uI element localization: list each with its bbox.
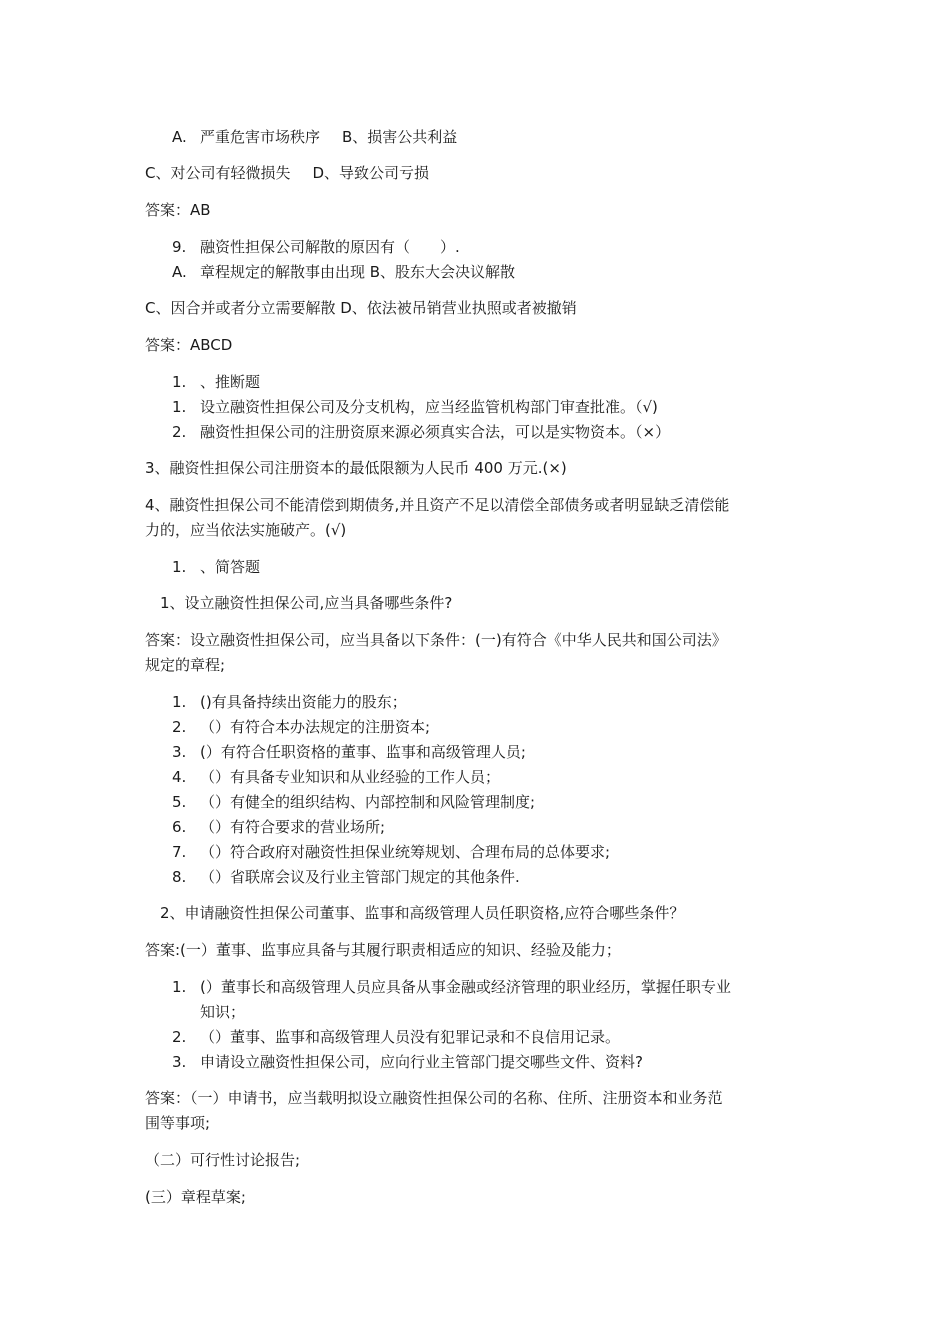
question-item [172, 236, 460, 258]
item-text: （）省联席会议及行业主管部门规定的其他条件. [200, 868, 520, 886]
answer-line: 答案：ABCD [145, 336, 233, 354]
judgment-item: 3、融资性担保公司注册资本的最低限额为人民币 400 万元.(×) [145, 459, 567, 477]
answer-line-continued: 规定的章程; [145, 656, 226, 674]
list-number: 1. [172, 978, 187, 996]
answer-line: 答案：（一）申请书，应当载明拟设立融资性担保公司的名称、住所、注册资本和业务范 [145, 1089, 723, 1107]
item-text: ()有具备持续出资能力的股东； [200, 693, 407, 711]
list-number: 3. [172, 1053, 187, 1071]
option-text: 严重危害市场秩序 [200, 128, 321, 146]
list-number: 1. [172, 373, 187, 391]
option-line-cd [145, 162, 429, 184]
item-text: (）有符合任职资格的董事、监事和高级管理人员; [200, 743, 526, 761]
list-item [172, 766, 500, 788]
list-item [172, 1051, 643, 1073]
list-item [172, 1026, 620, 1048]
item-text: 融资性担保公司的注册资原来源必须真实合法，可以是实物资本。（×） [200, 423, 671, 441]
judgment-item [172, 396, 658, 418]
list-number: 8. [172, 868, 187, 886]
judgment-item [172, 421, 670, 443]
question-text: 融资性担保公司解散的原因有（ ）. [200, 238, 460, 256]
option-line: C、因合并或者分立需要解散 D、依法被吊销营业执照或者被撤销 [145, 299, 577, 317]
list-number: 1. [172, 693, 187, 711]
list-number: 1. [172, 398, 187, 416]
option-text: D、导致公司亏损 [312, 164, 430, 182]
list-number: 7. [172, 843, 187, 861]
list-number: 5. [172, 793, 187, 811]
list-number: 2. [172, 1028, 187, 1046]
list-item [172, 976, 731, 998]
section-heading [172, 371, 260, 393]
item-text: (）董事长和高级管理人员应具备从事金融或经济管理的职业经历，掌握任职专业 [200, 978, 731, 996]
list-item-continued: 知识； [200, 1003, 246, 1021]
judgment-item: 4、融资性担保公司不能清偿到期债务,并且资产不足以清偿全部债务或者明显缺乏清偿能 [145, 496, 730, 514]
list-number: 2. [172, 718, 187, 736]
item-text: （）有健全的组织结构、内部控制和风险管理制度; [200, 793, 536, 811]
list-number: 2. [172, 423, 187, 441]
item-text: （）有符合本办法规定的注册资本; [200, 718, 431, 736]
answer-line: (三）章程草案; [145, 1188, 246, 1206]
question-text: 1、设立融资性担保公司,应当具备哪些条件? [160, 594, 453, 612]
list-number: 1. [172, 558, 187, 576]
option-label: A. [172, 128, 187, 146]
item-text: （）符合政府对融资性担保业统筹规划、合理布局的总体要求; [200, 843, 611, 861]
list-item [172, 816, 385, 838]
item-text: （）有具备专业知识和从业经验的工作人员； [200, 768, 501, 786]
answer-line: 答案:(一）董事、监事应具备与其履行职责相适应的知识、经验及能力； [145, 941, 621, 959]
answer-line: 答案：AB [145, 201, 211, 219]
answer-line: 答案：设立融资性担保公司，应当具备以下条件：(一)有符合《中华人民共和国公司法》 [145, 631, 727, 649]
option-text: B、损害公共利益 [342, 128, 458, 146]
list-number: 4. [172, 768, 187, 786]
list-number: 3. [172, 743, 187, 761]
list-item [172, 866, 520, 888]
list-number: 6. [172, 818, 187, 836]
answer-line-continued: 围等事项; [145, 1114, 211, 1132]
item-text: （）董事、监事和高级管理人员没有犯罪记录和不良信用记录。 [200, 1028, 621, 1046]
heading-text: 、简答题 [200, 558, 261, 576]
question-text: 2、申请融资性担保公司董事、监事和高级管理人员任职资格,应符合哪些条件？ [160, 904, 685, 922]
list-item [172, 741, 526, 763]
list-number: 9. [172, 238, 187, 256]
list-item [172, 691, 407, 713]
item-text: 申请设立融资性担保公司，应向行业主管部门提交哪些文件、资料? [200, 1053, 643, 1071]
section-heading [172, 556, 260, 578]
judgment-item-continued: 力的，应当依法实施破产。(√) [145, 521, 347, 539]
list-item [172, 791, 535, 813]
option-label: A. [172, 263, 187, 281]
option-text: C、对公司有轻微损失 [145, 164, 291, 182]
list-item [172, 716, 430, 738]
list-item [172, 841, 610, 863]
heading-text: 、推断题 [200, 373, 261, 391]
option-text: 章程规定的解散事由出现 B、股东大会决议解散 [200, 263, 516, 281]
answer-line: （二）可行性讨论报告; [145, 1151, 301, 1169]
item-text: 设立融资性担保公司及分支机构，应当经监管机构部门审查批准。（√) [200, 398, 658, 416]
option-line [172, 261, 515, 283]
item-text: （）有符合要求的营业场所; [200, 818, 386, 836]
option-line-ab [172, 126, 457, 148]
